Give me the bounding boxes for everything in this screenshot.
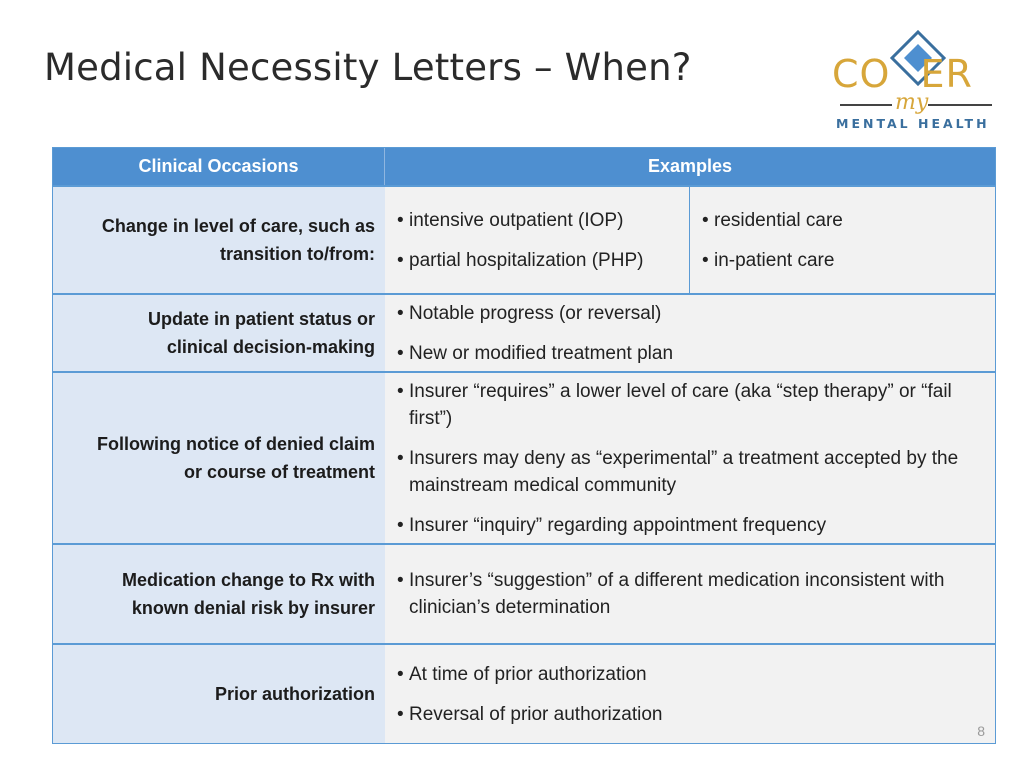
logo-wordmark: CO ER — [832, 52, 973, 96]
logo-subtitle: MENTAL HEALTH — [836, 116, 990, 131]
occasions-table — [52, 147, 996, 744]
slide-title: Medical Necessity Letters – When? — [44, 46, 692, 89]
logo-rule-left — [840, 104, 892, 106]
list-item: • intensive outpatient (IOP) — [397, 209, 624, 231]
examples-cell — [385, 373, 995, 543]
table-row — [53, 293, 995, 371]
occasion-cell: Following notice of denied claim or course of treatment — [53, 373, 385, 543]
list-item: • residential care — [702, 209, 843, 231]
logo-rule-right — [928, 104, 992, 106]
header-clinical-occasions: Clinical Occasions — [53, 148, 385, 185]
occasion-cell: Change in level of care, such as transition to/from: — [53, 187, 385, 293]
table-row — [53, 543, 995, 643]
examples-column-right — [690, 187, 995, 293]
occasion-cell: Medication change to Rx with known denial risk by insurer — [53, 545, 385, 643]
cover-my-mental-health-logo — [832, 28, 1000, 134]
list-item: • Insurer “requires” a lower level of care (aka “step therapy” or “fail first”) — [397, 380, 952, 429]
list-item: • At time of prior authorization — [397, 663, 647, 685]
examples-cell — [385, 645, 995, 743]
list-item: • in-patient care — [702, 249, 835, 271]
page-number: 8 — [977, 723, 985, 739]
list-item: • Insurer’s “suggestion” of a different medication inconsistent with clinician’s determination — [397, 570, 945, 618]
table-row — [53, 643, 995, 743]
list-item: • partial hospitalization (PHP) — [397, 249, 644, 271]
examples-cell — [385, 187, 995, 293]
examples-cell — [385, 295, 995, 371]
occasion-cell: Update in patient status or clinical decision-making — [53, 295, 385, 371]
list-item: • Reversal of prior authorization — [397, 703, 663, 725]
list-item: • New or modified treatment plan — [397, 342, 674, 364]
examples-cell — [385, 545, 995, 643]
list-item: • Notable progress (or reversal) — [397, 302, 662, 324]
table-row — [53, 371, 995, 543]
header-examples: Examples — [647, 156, 733, 176]
list-item: • Insurer “inquiry” regarding appointment frequency — [397, 514, 827, 536]
table-header — [53, 148, 995, 185]
examples-column-left — [385, 187, 690, 293]
logo-script: my — [895, 90, 929, 115]
list-item: • Insurers may deny as “experimental” a treatment accepted by the mainstream medical community — [397, 447, 959, 496]
occasion-cell: Prior authorization — [53, 645, 385, 743]
table-row — [53, 185, 995, 293]
